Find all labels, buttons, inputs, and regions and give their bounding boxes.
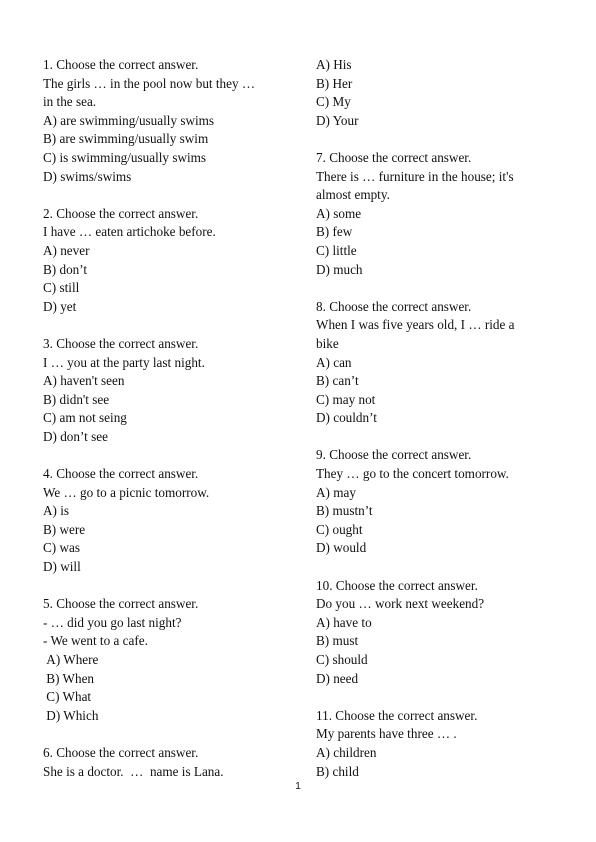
answer-option: C) was (43, 540, 80, 556)
question-text: There is … furniture in the house; it's (316, 168, 514, 184)
question-header: 4. Choose the correct answer. (43, 466, 199, 482)
block-spacer (43, 577, 293, 596)
question-text: I have … eaten artichoke before. (43, 224, 216, 240)
answer-option: B) few (316, 224, 353, 240)
question-block (43, 56, 293, 186)
question-text: Do you … work next weekend? (316, 596, 485, 612)
answer-option: A) can (316, 354, 352, 370)
answer-option: C) should (316, 652, 368, 667)
answer-option: A) His (316, 57, 352, 72)
question-header: 7. Choose the correct answer. (316, 149, 472, 165)
answer-option: A) children (316, 744, 377, 760)
answer-option: A) is (43, 503, 70, 519)
answer-option: C) My (316, 94, 351, 110)
answer-option: D) yet (43, 298, 77, 314)
question-header: 10. Choose the correct answer. (316, 577, 478, 593)
answer-option: C) may not (316, 391, 376, 407)
block-spacer (316, 279, 556, 298)
answer-option: A) have to (316, 614, 372, 630)
answer-option: C) am not seing (43, 410, 127, 426)
answer-option: A) are swimming/usually swims (43, 112, 215, 128)
question-text: in the sea. (43, 94, 97, 110)
answer-option: B) must (316, 633, 359, 649)
question-text: When I was five years old, I … ride a (316, 317, 515, 333)
block-spacer (43, 316, 293, 335)
answer-option: D) need (316, 670, 359, 686)
question-text: She is a doctor. … name is Lana. (43, 763, 224, 779)
question-text: The girls … in the pool now but they … (43, 75, 256, 91)
answer-option: B) were (43, 521, 86, 537)
question-header: 8. Choose the correct answer. (316, 298, 472, 314)
answer-option: D) much (316, 261, 363, 277)
question-block (316, 446, 556, 558)
question-block (43, 335, 293, 447)
question-text: We … go to a picnic tomorrow. (43, 484, 210, 500)
question-header: 5. Choose the correct answer. (43, 596, 199, 612)
answer-option: C) is swimming/usually swims (43, 149, 207, 165)
answer-option: D) would (316, 540, 367, 556)
block-spacer (43, 446, 293, 465)
question-block (43, 595, 293, 725)
block-spacer (316, 130, 556, 149)
question-text: My parents have three … . (316, 726, 457, 742)
answer-option: D) Your (316, 112, 359, 128)
question-block (316, 56, 556, 130)
question-block (43, 465, 293, 577)
question-header: 9. Choose the correct answer. (316, 447, 472, 463)
question-text: almost empty. (316, 187, 390, 203)
question-block (316, 298, 556, 428)
question-block (316, 577, 556, 689)
block-spacer (43, 725, 293, 744)
answer-option: A) may (316, 484, 356, 500)
question-block (316, 149, 556, 279)
question-header: 11. Choose the correct answer. (316, 707, 478, 723)
question-text: They … go to the concert tomorrow. (316, 466, 509, 482)
answer-option: A) haven't seen (43, 373, 125, 389)
answer-option: B) don’t (43, 261, 88, 277)
answer-option: A) Where (43, 652, 99, 667)
answer-option: D) swims/swims (43, 168, 132, 184)
left-column (43, 56, 293, 781)
right-column (316, 56, 556, 781)
question-text: - … did you go last night? (43, 614, 182, 630)
question-text: I … you at the party last night. (43, 354, 205, 370)
answer-option: C) little (316, 242, 357, 258)
block-spacer (316, 688, 556, 707)
page-number: 1 (295, 781, 301, 792)
answer-option: B) are swimming/usually swim (43, 131, 209, 147)
block-spacer (43, 186, 293, 205)
answer-option: B) can’t (316, 373, 359, 389)
answer-option: B) child (316, 763, 359, 779)
answer-option: B) mustn’t (316, 503, 373, 519)
question-header: 3. Choose the correct answer. (43, 335, 199, 351)
answer-option: B) When (43, 670, 95, 686)
question-text: - We went to a cafe. (43, 633, 148, 649)
block-spacer (316, 428, 556, 447)
answer-option: A) never (43, 242, 90, 258)
answer-option: D) don’t see (43, 428, 108, 444)
answer-option: C) ought (316, 521, 363, 537)
answer-option: D) will (43, 559, 81, 575)
question-block (43, 205, 293, 317)
question-block (43, 744, 293, 781)
answer-option: B) didn't see (43, 391, 110, 407)
answer-option: D) couldn’t (316, 410, 377, 426)
question-text: bike (316, 335, 339, 351)
question-header: 1. Choose the correct answer. (43, 57, 199, 72)
question-header: 6. Choose the correct answer. (43, 744, 199, 760)
answer-option: C) still (43, 280, 80, 296)
question-block (316, 707, 556, 781)
answer-option: B) Her (316, 75, 353, 91)
answer-option: D) Which (43, 707, 99, 723)
question-header: 2. Choose the correct answer. (43, 205, 199, 221)
block-spacer (316, 558, 556, 577)
answer-option: A) some (316, 205, 362, 221)
answer-option: C) What (43, 689, 92, 705)
